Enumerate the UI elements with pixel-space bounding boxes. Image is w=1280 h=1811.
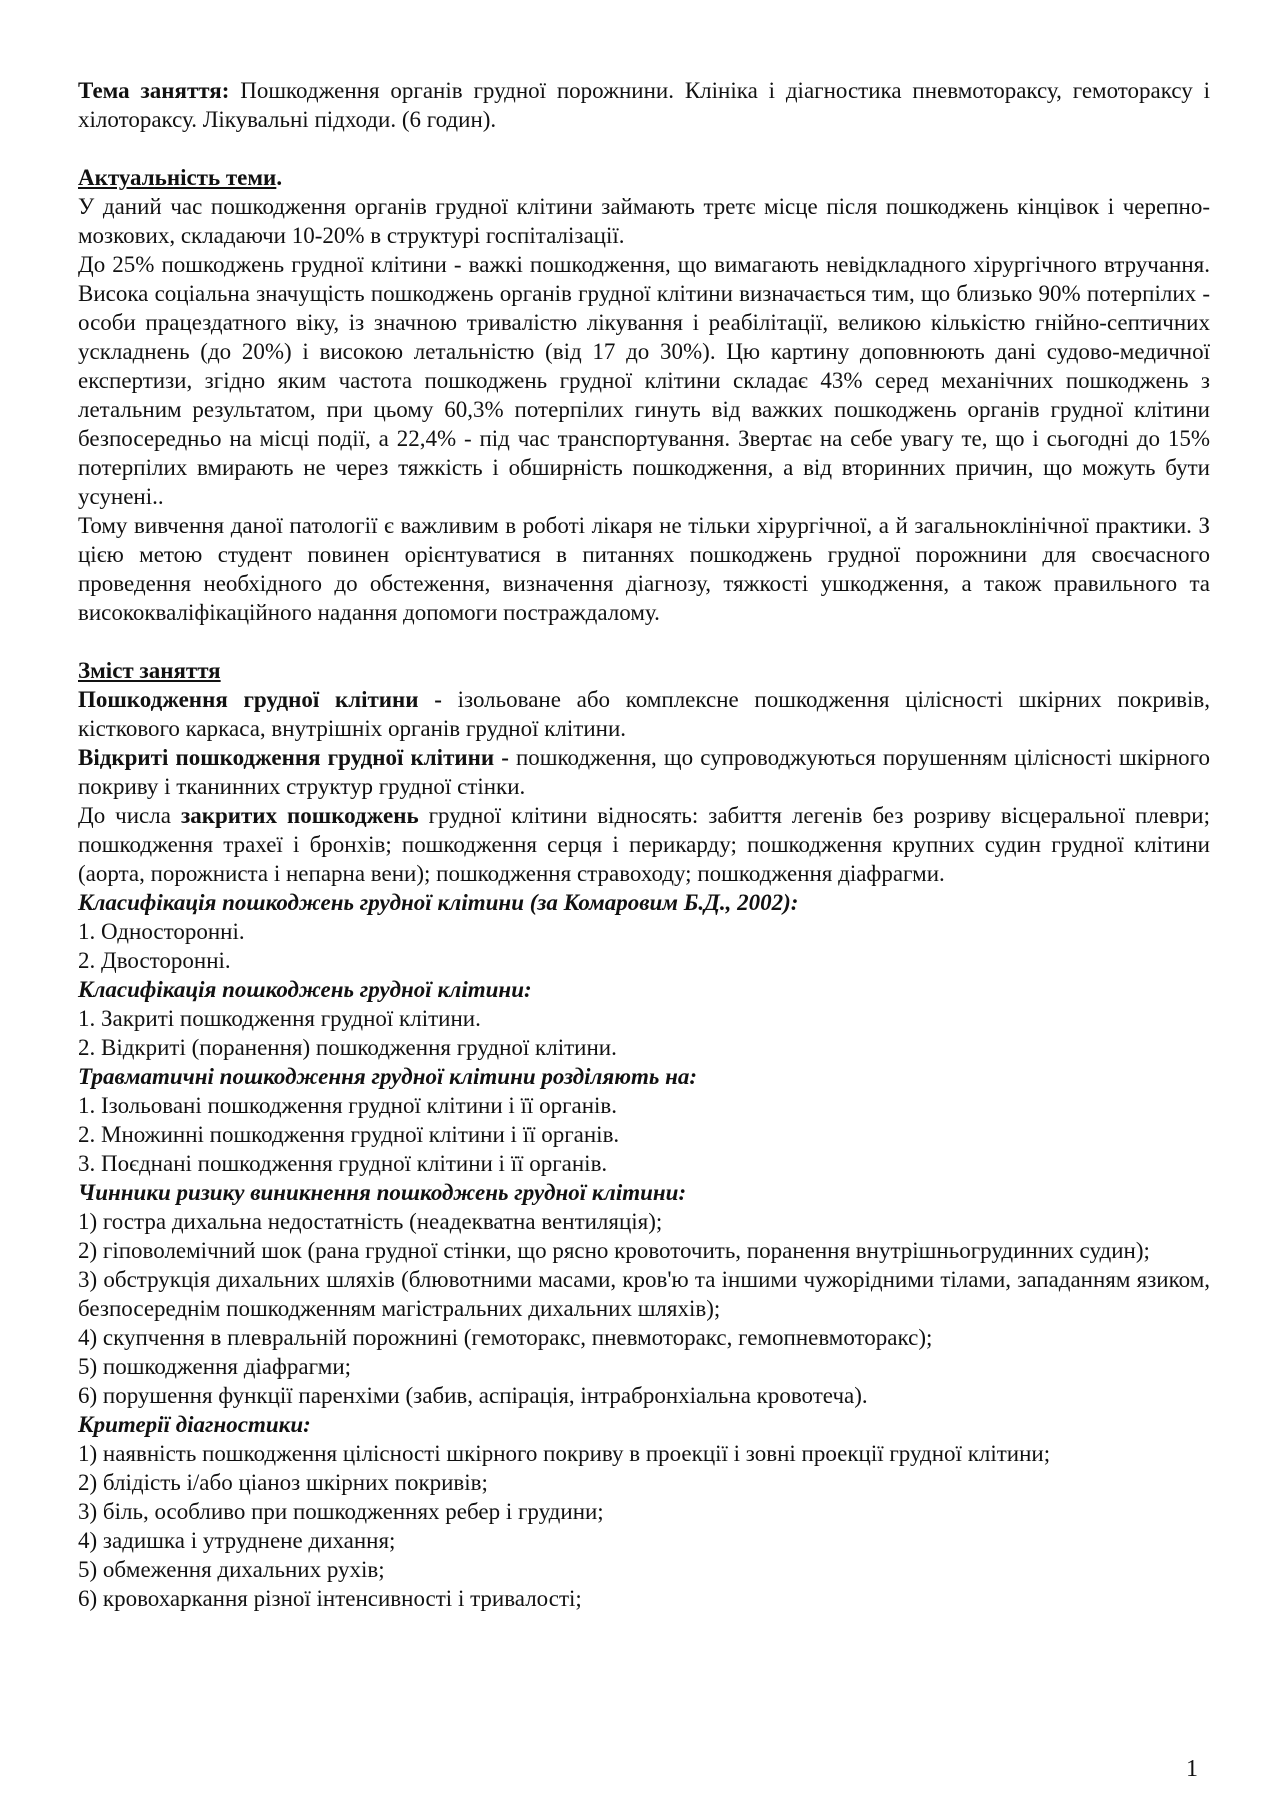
list-item: 1. Односторонні. [78,919,245,944]
list-item: 4) скупчення в плевральній порожнині (гемоторакс, пневмоторакс, гемопневмоторакс); [78,1325,933,1350]
list-item: 3. Поєднані пошкодження грудної клітини і її органів. [78,1151,608,1176]
definition-text: пошкодження, що супроводжуються порушенням цілісності шкірного покриву і тканинних структур грудної стінки. [78,745,1210,799]
list-item: 4) задишка і утруднене дихання; [78,1528,396,1553]
diagnostic-criteria-heading: Критерії діагностики: [78,1412,311,1437]
definition-term: Пошкодження грудної клітини - [78,687,458,712]
spacer [78,134,1210,163]
list-item: 1. Ізольовані пошкодження грудної клітини і її органів. [78,1093,618,1118]
relevance-paragraph-3: Тому вивчення даної патології є важливим в роботі лікаря не тільки хірургічної, а й загальноклінічної практики. З цією метою студент повинен орієнтуватися в питаннях пошкоджень грудної порожнини для своєчасного проведення необхідного до обстеження, визначення діагнозу, тяжкості ушкодження, а також правильного та висококваліфікаційного надання допомоги постраждалому. [78,513,1210,625]
closed-prefix: До числа [78,803,181,828]
list-item: 2) блідість і/або ціаноз шкірних покривів; [78,1470,488,1495]
list-item: 6) порушення функції паренхіми (забив, аспірація, інтрабронхіальна кровотеча). [78,1383,868,1408]
closed-injuries-paragraph [78,801,1210,888]
spacer [78,627,1210,656]
relevance-heading-text: Актуальність теми [78,165,277,190]
definition-open-injury [78,743,1210,801]
relevance-heading [78,163,1210,192]
list-item: 2. Двосторонні. [78,948,231,973]
lesson-topic [78,76,1210,134]
definition-chest-injury [78,685,1210,743]
document-page [78,76,1210,1613]
list-item: 2) гіповолемічний шок (рана грудної стінки, що рясно кровоточить, поранення внутрішньогрудинних судин); [78,1238,1150,1263]
list-item: 6) кровохаркання різної інтенсивності і тривалості; [78,1586,582,1611]
topic-label: Тема заняття: [78,78,230,103]
definition-term: Відкриті пошкодження грудної клітини - [78,745,516,770]
page-number: 1 [1186,1756,1198,1782]
trauma-types-heading: Травматичні пошкодження грудної клітини розділяють на: [78,1064,698,1089]
relevance-paragraph-1: У даний час пошкодження органів грудної клітини займають третє місце після пошкоджень кінцівок і черепно-мозкових, складаючи 10-20% в структурі госпіталізації. [78,194,1210,248]
relevance-paragraph-2: До 25% пошкоджень грудної клітини - важкі пошкодження, що вимагають невідкладного хірургічного втручання. Висока соціальна значущість пошкоджень органів грудної клітини визначається тим, що близько 90% потерпілих - особи працездатного віку, із значною тривалістю лікування і реабілітації, великою кількістю гнійно-септичних ускладнень (до 20%) і високою летальністю (від 17 до 30%). Цю картину доповнюють дані судово-медичної експертизи, згідно яким частота пошкоджень грудної клітини складає 43% серед механічних пошкоджень з летальним результатом, при цьому 60,3% потерпілих гинуть від важких пошкоджень органів грудної клітини безпосередньо на місці події, а 22,4% - під час транспортування. Звертає на себе увагу те, що і сьогодні до 15% потерпілих вмирають не через тяжкість і обширність пошкодження, а від вторинних причин, що можуть бути усунені.. [78,252,1210,509]
list-item: 1. Закриті пошкодження грудної клітини. [78,1006,481,1031]
closed-text: грудної клітини відносять: забиття легенів без розриву вісцеральної плеври; пошкодження трахеї і бронхів; пошкодження серця і перикарду; пошкодження крупних судин грудної клітини (аорта, порожниста і непарна вени); пошкодження стравоходу; пошкодження діафрагми. [78,803,1210,886]
list-item: 2. Множинні пошкодження грудної клітини і її органів. [78,1122,620,1147]
definition-text: ізольоване або комплексне пошкодження цілісності шкірних покривів, кісткового каркаса, внутрішніх органів грудної клітини. [78,687,1210,741]
list-item: 1) наявність пошкодження цілісності шкірного покриву в проекції і зовні проекції грудної клітини; [78,1441,1051,1466]
risk-factors-heading: Чинники ризику виникнення пошкоджень грудної клітини: [78,1180,687,1205]
classification-komarov-heading: Класифікація пошкоджень грудної клітини (за Комаровим Б.Д., 2002): [78,890,799,915]
closed-term: закритих пошкоджень [180,803,419,828]
content-heading: Зміст заняття [78,658,221,683]
list-item: 5) пошкодження діафрагми; [78,1354,352,1379]
list-item: 5) обмеження дихальних рухів; [78,1557,385,1582]
topic-text: Пошкодження органів грудної порожнини. Клініка і діагностика пневмотораксу, гемотораксу і хілотораксу. Лікувальні підходи. (6 годин). [78,78,1210,132]
list-item: 3) обструкція дихальних шляхів (блювотними масами, кров'ю та іншими чужорідними тілами, западанням язиком, безпосереднім пошкодженням магістральних дихальних шляхів); [78,1267,1210,1321]
list-item: 2. Відкриті (поранення) пошкодження грудної клітини. [78,1035,617,1060]
relevance-heading-dot: . [276,165,283,190]
list-item: 3) біль, особливо при пошкодженнях ребер і грудини; [78,1499,604,1524]
classification-heading: Класифікація пошкоджень грудної клітини: [78,977,532,1002]
list-item: 1) гостра дихальна недостатність (неадекватна вентиляція); [78,1209,663,1234]
